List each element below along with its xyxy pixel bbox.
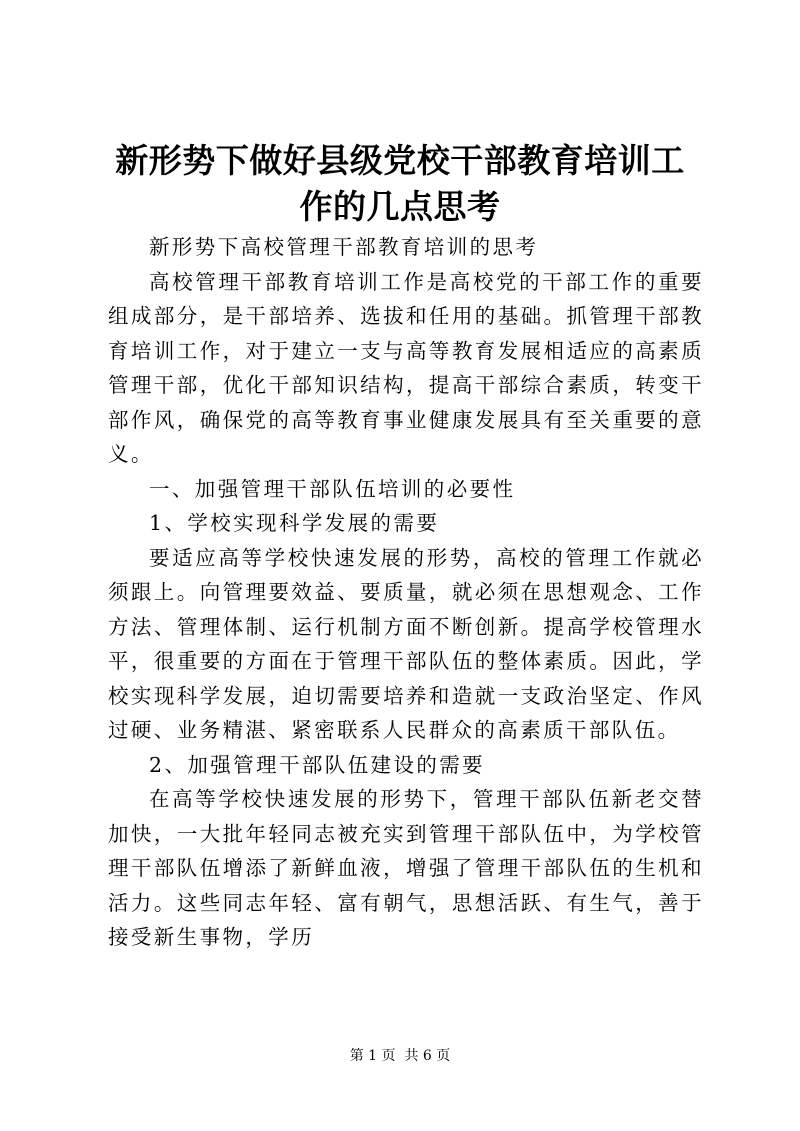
page-footer: [0, 1046, 800, 1066]
body-paragraph: 在高等学校快速发展的形势下，管理干部队伍新老交替加快，一大批年轻同志被充实到管理干部队伍中，为学校管理干部队伍增添了新鲜血液，增强了管理干部队伍的生机和活力。这些同志年轻、富有朝气，思想活跃、有生气，善于接受新生事物，学历: [108, 787, 704, 949]
document-body: [108, 230, 704, 955]
subsection-heading-1: 1、学校实现科学发展的需要: [149, 511, 440, 535]
subtitle-paragraph: 新形势下高校管理干部教育培训的思考: [149, 235, 539, 259]
subsection-heading-2: 2、加强管理干部队伍建设的需要: [149, 752, 486, 777]
document-title: 新形势下做好县级党校干部教育培训工作的几点思考: [115, 141, 685, 226]
body-paragraph: 要适应高等学校快速发展的形势，高校的管理工作就必须跟上。向管理要效益、要质量，就必须在思想观念、工作方法、管理体制、运行机制方面不断创新。提高学校管理水平，很重要的方面在于管理干部队伍的整体素质。因此，学校实现科学发展，迫切需要培养和造就一支政治坚定、作风过硬、业务精湛、紧密联系人民群众的高素质干部队伍。: [108, 545, 704, 742]
page-number-label: 第 1 页 共 6 页: [349, 1048, 451, 1064]
section-heading-1: 一、加强管理干部队伍培训的必要性: [149, 476, 516, 501]
intro-paragraph: 高校管理干部教育培训工作是高校党的干部工作的重要组成部分，是干部培养、选拔和任用的基础。抓管理干部教育培训工作，对于建立一支与高等教育发展相适应的高素质管理干部，优化干部知识结构，提高干部综合素质，转变干部作风，确保党的高等教育事业健康发展具有至关重要的意义。: [108, 269, 704, 466]
